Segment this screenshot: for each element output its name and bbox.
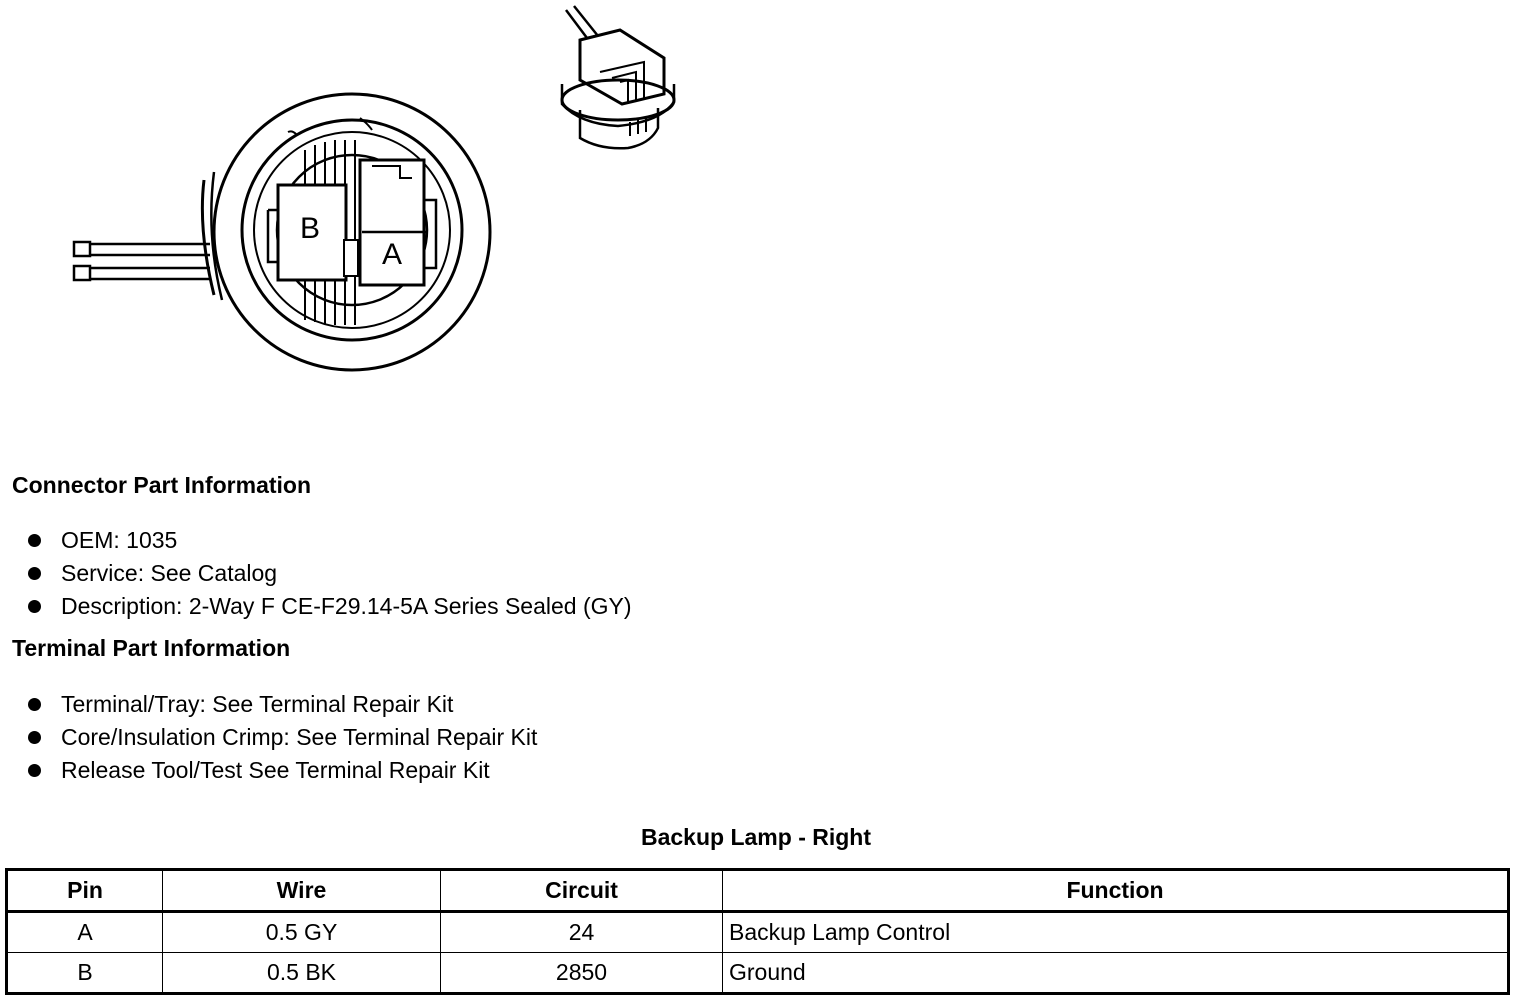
connector-part-information-heading: Connector Part Information <box>12 472 312 498</box>
pinout-table <box>5 868 1510 995</box>
list-item-text: Service: See Catalog <box>61 560 278 586</box>
list-item-text: Terminal/Tray: See Terminal Repair Kit <box>61 691 454 717</box>
list-item <box>28 690 537 723</box>
bullet-icon <box>28 600 41 613</box>
list-item-text: Core/Insulation Crimp: See Terminal Repair Kit <box>61 724 538 750</box>
header-function: Function <box>723 870 1509 912</box>
list-item <box>28 526 632 559</box>
list-item <box>28 592 632 625</box>
list-item-text: Release Tool/Test See Terminal Repair Kit <box>61 757 490 783</box>
header-circuit: Circuit <box>441 870 723 912</box>
table-title: Backup Lamp - Right <box>640 824 871 850</box>
table-row <box>7 912 1509 953</box>
connector-illustration <box>0 0 700 400</box>
wire-leads <box>74 172 222 300</box>
cell-pin: B <box>7 953 163 994</box>
bullet-icon <box>28 534 41 547</box>
table-row <box>7 953 1509 994</box>
connector-face <box>214 94 490 370</box>
cell-wire: 0.5 GY <box>163 912 441 953</box>
pin-a-label: A <box>381 238 403 271</box>
list-item-text: Description: 2-Way F CE-F29.14-5A Series Sealed (GY) <box>61 593 632 619</box>
pin-b-label: B <box>299 212 321 245</box>
bullet-icon <box>28 764 41 777</box>
cell-pin: A <box>7 912 163 953</box>
list-item <box>28 723 537 756</box>
cell-circuit: 24 <box>441 912 723 953</box>
list-item-text: OEM: 1035 <box>61 527 178 553</box>
header-pin: Pin <box>7 870 163 912</box>
cell-wire: 0.5 BK <box>163 953 441 994</box>
cell-circuit: 2850 <box>441 953 723 994</box>
terminal-part-information-heading: Terminal Part Information <box>12 635 291 661</box>
list-item <box>28 559 632 592</box>
bullet-icon <box>28 698 41 711</box>
header-wire: Wire <box>163 870 441 912</box>
connector-perspective-view <box>562 6 674 148</box>
list-item <box>28 756 537 789</box>
bullet-icon <box>28 731 41 744</box>
bullet-icon <box>28 567 41 580</box>
cell-function: Backup Lamp Control <box>723 912 1509 953</box>
terminal-info-list <box>28 690 537 789</box>
connector-info-list <box>28 526 632 625</box>
table-header-row <box>7 870 1509 912</box>
cell-function: Ground <box>723 953 1509 994</box>
